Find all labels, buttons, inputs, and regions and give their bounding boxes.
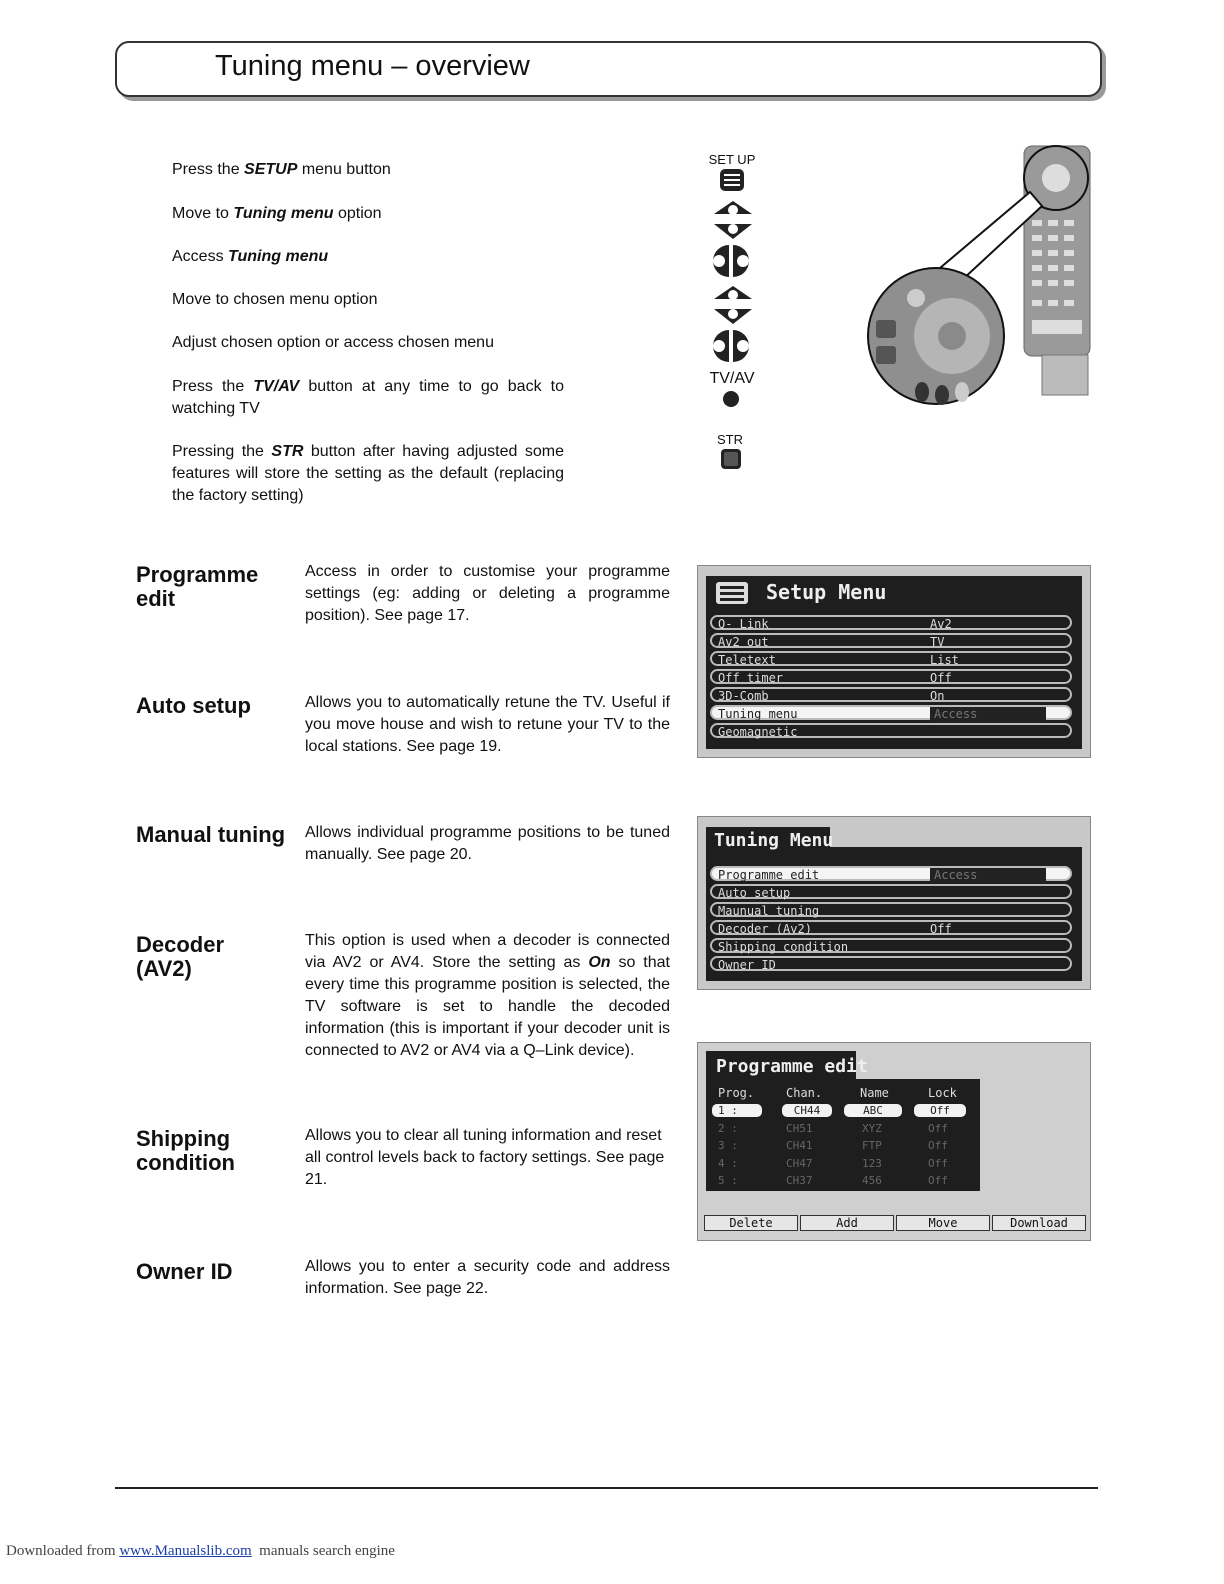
tuning-menu-title: Tuning Menu (714, 830, 834, 851)
download-button[interactable]: Download (992, 1215, 1086, 1231)
setup-button-icon (719, 168, 745, 192)
programme-edit-screen: Programme edit Prog. Chan. Name Lock 1 : CH44 ABC Off 2 : CH51 XYZ Off 3 : CH41 FTP Off 4 : CH47 123 Off 5 : CH37 456 Off Delete Add Move Download (697, 1042, 1091, 1241)
col-prog: Prog. (718, 1086, 755, 1100)
section-heading-decoder: Decoder (AV2) (136, 932, 225, 981)
col-chan: Chan. (786, 1086, 823, 1100)
section-body-programme-edit: Access in order to customise your programme settings (eg: adding or deleting a programme position). See page 17. (305, 563, 670, 624)
col-lock: Lock (928, 1086, 957, 1100)
tuning-row-owner-id[interactable]: Owner ID (710, 956, 1072, 971)
step-6: Press the TV/AV button at any time to go back to watching TV (172, 378, 564, 417)
setup-row-qlink[interactable]: Q- Link Av2 (710, 615, 1072, 630)
col-name: Name (860, 1086, 889, 1100)
page-title: Tuning menu – overview (215, 50, 530, 82)
setup-row-av2-out[interactable]: Av2 out TV (710, 633, 1072, 648)
tuning-row-shipping-condition[interactable]: Shipping condition (710, 938, 1072, 953)
tuning-row-decoder[interactable]: Decoder (Av2) Off (710, 920, 1072, 935)
setup-row-3d-comb[interactable]: 3D-Comb On (710, 687, 1072, 702)
minus-plus-icon-2 (707, 328, 755, 364)
tuning-menu-screen (697, 816, 1091, 990)
footer-credit: Downloaded from www.Manualslib.com manuals search engine (6, 1543, 395, 1559)
tuning-row-manual-tuning[interactable]: Maunual tuning (710, 902, 1072, 917)
step-7: Pressing the STR button after having adjusted some features will store the setting as the default (replacing the factory setting) (172, 443, 564, 504)
section-body-decoder: This option is used when a decoder is connected via AV2 or AV4. Store the setting as On so that every time this programme position is selected, the TV software is set to handle the decoded information (this is important if your decoder unit is connected to AV2 or AV4 via a Q–Link device). (305, 932, 670, 1059)
str-button-icon (720, 448, 742, 470)
setup-key-label: SET UP (708, 152, 756, 167)
tuning-row-programme-edit[interactable]: Programme edit Access (710, 866, 1072, 881)
setup-row-teletext[interactable]: Teletext List (710, 651, 1072, 666)
section-heading-manual-tuning: Manual tuning (136, 822, 286, 847)
move-button[interactable]: Move (896, 1215, 990, 1231)
section-body-auto-setup: Allows you to automatically retune the TV. Useful if you move house and wish to retune your TV to the local stations. See page 19. (305, 694, 670, 755)
delete-button[interactable]: Delete (704, 1215, 798, 1231)
section-heading-shipping-condition: Shipping condition (136, 1126, 235, 1175)
up-down-arrow-icon-2 (712, 285, 754, 325)
str-key-label: STR (717, 432, 743, 447)
setup-menu-icon (716, 582, 748, 604)
step-4: Move to chosen menu option (172, 291, 378, 308)
minus-plus-icon (707, 243, 755, 279)
setup-row-tuning-menu[interactable]: Tuning menu Access (710, 705, 1072, 720)
section-heading-owner-id: Owner ID (136, 1259, 233, 1284)
section-body-manual-tuning: Allows individual programme positions to be tuned manually. See page 20. (305, 824, 670, 863)
setup-row-off-timer[interactable]: Off timer Off (710, 669, 1072, 684)
remote-control-illustration (862, 140, 1097, 410)
tvav-key-label: TV/AV (709, 370, 755, 387)
section-body-owner-id: Allows you to enter a security code and address information. See page 22. (305, 1258, 670, 1297)
table-row[interactable]: 1 : CH44 ABC Off (712, 1104, 978, 1118)
up-down-arrow-icon (712, 200, 754, 240)
manualslib-link[interactable]: www.Manualslib.com (119, 1543, 252, 1559)
section-heading-programme-edit: Programme edit (136, 562, 259, 611)
step-1: Press the SETUP menu button (172, 161, 391, 178)
setup-menu-title: Setup Menu (766, 580, 887, 604)
step-5: Adjust chosen option or access chosen menu (172, 334, 494, 351)
add-button[interactable]: Add (800, 1215, 894, 1231)
setup-menu-screen (697, 565, 1091, 758)
tuning-row-auto-setup[interactable]: Auto setup (710, 884, 1072, 899)
section-body-shipping-condition: Allows you to clear all tuning information and reset all control levels back to factory settings. See page 21. (305, 1127, 665, 1188)
programme-edit-title: Programme edit (716, 1056, 868, 1077)
tvav-button-icon (721, 389, 741, 409)
section-heading-auto-setup: Auto setup (136, 693, 251, 718)
footer-divider (115, 1487, 1098, 1489)
step-2: Move to Tuning menu option (172, 205, 382, 222)
setup-row-geomagnetic[interactable]: Geomagnetic (710, 723, 1072, 738)
step-3: Access Tuning menu (172, 248, 329, 265)
